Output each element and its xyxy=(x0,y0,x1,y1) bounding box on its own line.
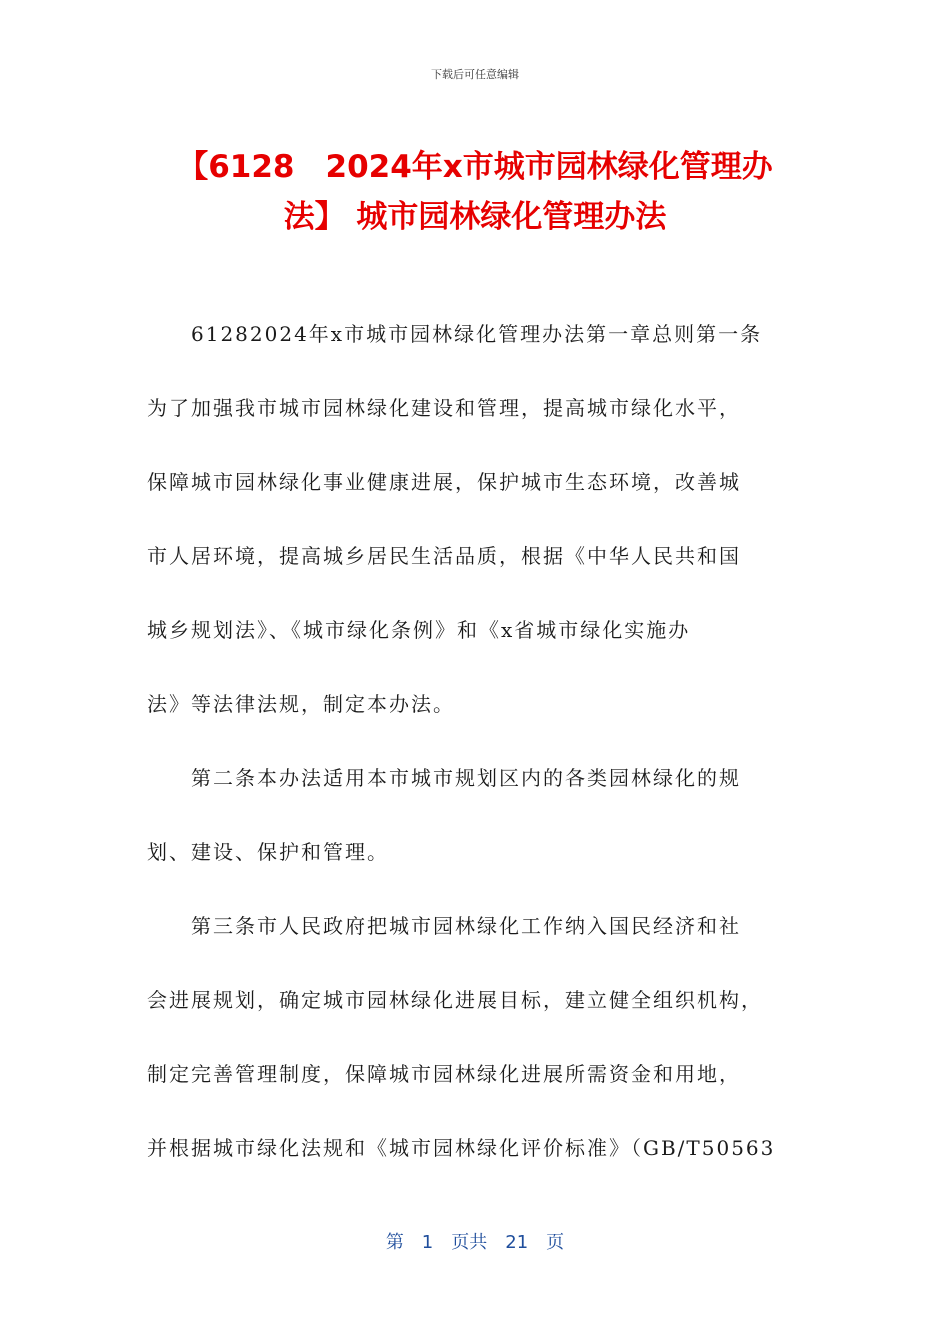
body-line: 会进展规划，确定城市园林绿化进展目标，建立健全组织机构， xyxy=(147,988,763,1012)
body-line: 制定完善管理制度，保障城市园林绿化进展所需资金和用地， xyxy=(147,1062,741,1086)
body-line: 城乡规划法》、《城市绿化条例》和《x省城市绿化实施办 xyxy=(147,618,691,642)
page-number: 第 1 页共 21 页 xyxy=(385,1232,565,1253)
document-body xyxy=(147,322,807,1210)
title-line-1: 【6128 2024年x市城市园林绿化管理办 xyxy=(177,149,773,185)
body-line: 为了加强我市城市园林绿化建设和管理，提高城市绿化水平， xyxy=(147,396,741,420)
document-title xyxy=(140,142,810,242)
header-note: 下载后可任意编辑 xyxy=(431,68,519,81)
body-line: 保障城市园林绿化事业健康进展，保护城市生态环境，改善城 xyxy=(147,470,741,494)
body-line: 法》等法律法规，制定本办法。 xyxy=(147,692,455,716)
body-line: 并根据城市绿化法规和《城市园林绿化评价标准》（GB/T50563 xyxy=(147,1136,776,1160)
body-line: 市人居环境，提高城乡居民生活品质，根据《中华人民共和国 xyxy=(147,544,741,568)
body-line: 划、建设、保护和管理。 xyxy=(147,840,389,864)
body-line: 第二条本办法适用本市城市规划区内的各类园林绿化的规 xyxy=(191,766,741,790)
body-line: 第三条市人民政府把城市园林绿化工作纳入国民经济和社 xyxy=(191,914,741,938)
body-line: 61282024年x市城市园林绿化管理办法第一章总则第一条 xyxy=(191,322,763,346)
title-line-2: 法】 城市园林绿化管理办法 xyxy=(283,199,667,235)
